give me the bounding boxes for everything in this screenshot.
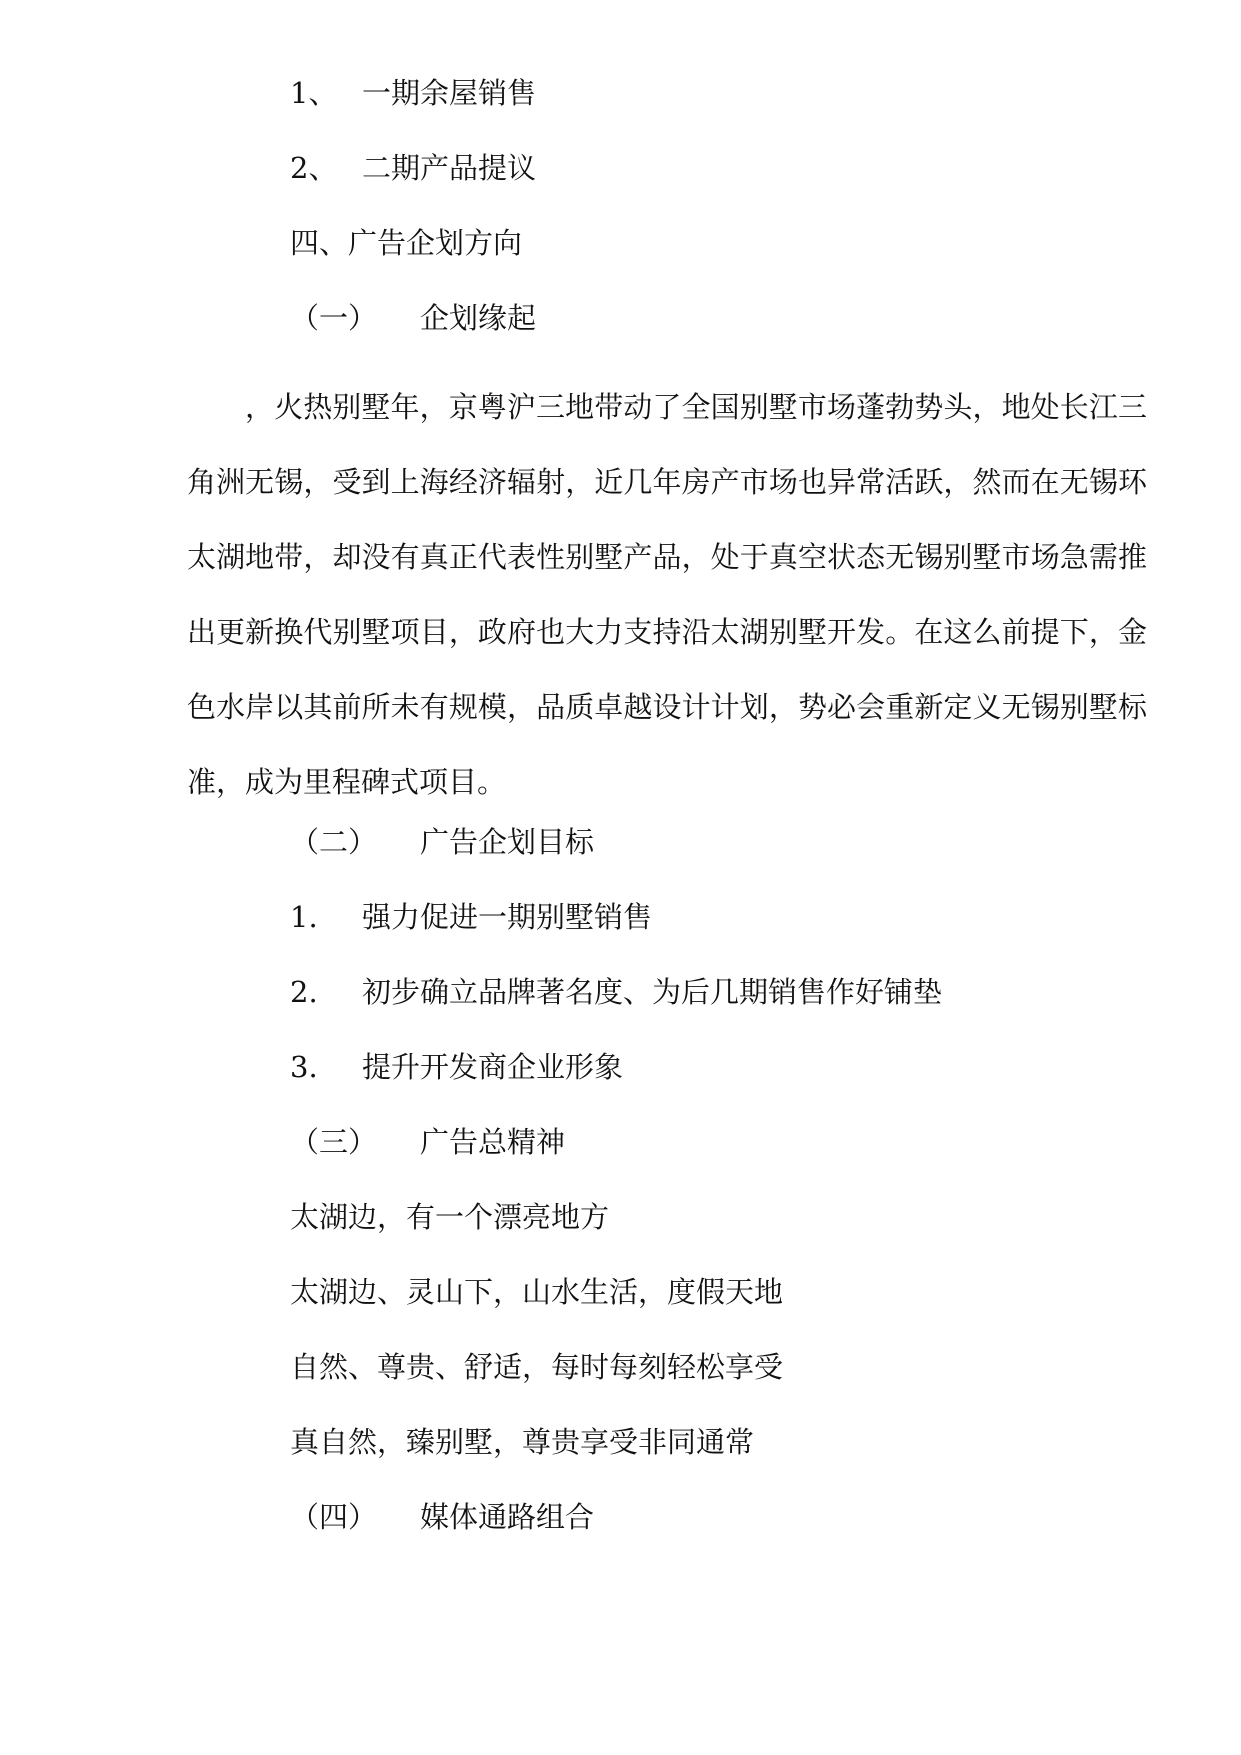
subsection-title: 广告企划目标 [420, 825, 595, 859]
section-heading: 四、广告企划方向 [290, 226, 523, 260]
subsection-title: 企划缘起 [420, 301, 537, 335]
subsection-heading [290, 298, 536, 338]
subsection-heading [290, 1122, 565, 1162]
subsection-title: 广告总精神 [420, 1125, 566, 1159]
subsection-heading [290, 822, 594, 862]
slogan-line: 太湖边，有一个漂亮地方 [290, 1200, 610, 1234]
subsection-number: （一） [290, 301, 378, 335]
slogan-line: 真自然，臻别墅，尊贵享受非同通常 [290, 1425, 755, 1459]
list-item [290, 73, 536, 113]
list-item [290, 897, 652, 937]
subsection-number: （四） [290, 1500, 378, 1534]
list-number: 1. [290, 900, 318, 934]
subsection-title: 媒体通路组合 [420, 1500, 595, 1534]
list-text: 强力促进一期别墅销售 [362, 900, 653, 934]
body-paragraph: ，火热别墅年，京粤沪三地带动了全国别墅市场蓬勃势头，地处长江三角洲无锡，受到上海经济辐射，近几年房产市场也异常活跃，然而在无锡环太湖地带，却没有真正代表性别墅产品，处于真空状态无锡别墅市场急需推出更新换代别墅项目，政府也大力支持沿太湖别墅开发。在这么前提下，金色水岸以其前所未有规模，品质卓越设计计划，势必会重新定义无锡别墅标准，成为里程碑式项目。 [187, 390, 1147, 799]
subsection-number: （三） [290, 1125, 378, 1159]
list-text: 二期产品提议 [362, 151, 537, 185]
list-number: 1、 [290, 76, 338, 110]
slogan-line: 太湖边、灵山下，山水生活，度假天地 [290, 1275, 784, 1309]
subsection-heading [290, 1497, 594, 1537]
slogan-line: 自然、尊贵、舒适，每时每刻轻松享受 [290, 1350, 784, 1384]
list-text: 提升开发商企业形象 [362, 1050, 624, 1084]
list-text: 一期余屋销售 [362, 76, 537, 110]
subsection-number: （二） [290, 825, 378, 859]
list-number: 3. [290, 1050, 318, 1084]
list-item [290, 972, 942, 1012]
list-number: 2. [290, 975, 318, 1009]
list-item [290, 1047, 623, 1087]
list-text: 初步确立品牌著名度、为后几期销售作好铺垫 [362, 975, 943, 1009]
list-number: 2、 [290, 151, 338, 185]
list-item [290, 148, 536, 188]
